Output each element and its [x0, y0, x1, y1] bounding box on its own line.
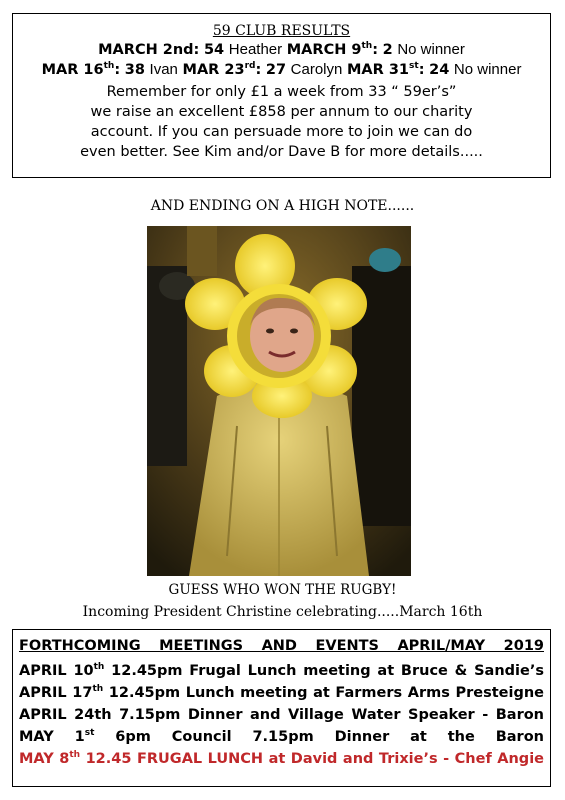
result-number: 38 [124, 62, 145, 78]
event-item: APRIL 10th 12.45pm Frugal Lunch meeting at Bruce & Sandie’s [19, 662, 544, 679]
result-date: MARCH 2nd: [98, 42, 200, 58]
results-line-2 [13, 60, 550, 80]
result-date: MAR 16th: [41, 61, 121, 78]
events-box [12, 629, 551, 787]
result-number: 54 [203, 42, 225, 58]
result-number: 24 [429, 62, 450, 78]
event-item-highlighted: MAY 8th 12.45 FRUGAL LUNCH at David and Trixie’s - Chef Angie [19, 750, 544, 767]
events-heading: FORTHCOMING MEETINGS AND EVENTS APRIL/MAY 2019 [19, 638, 544, 654]
result-winner: Ivan [149, 61, 178, 78]
event-item: APRIL 17th 12.45pm Lunch meeting at Farmers Arms Presteigne [19, 684, 544, 701]
high-note-heading: AND ENDING ON A HIGH NOTE...... [150, 198, 415, 214]
paragraph-line: we raise an excellent £858 per annum to our charity [90, 104, 473, 120]
photo-caption-title: GUESS WHO WON THE RUGBY! [168, 582, 397, 598]
event-item: MAY 1st 6pm Council 7.15pm Dinner at the Baron [19, 728, 544, 745]
result-date: MAR 31st: [346, 61, 425, 78]
result-date: MARCH 9th: [286, 41, 379, 58]
paragraph-line: account. If you can persuade more to join we can do [90, 124, 473, 140]
results-title: 59 CLUB RESULTS [212, 23, 351, 39]
photo-caption-subtitle: Incoming President Christine celebrating.....March 16th [82, 604, 483, 620]
result-winner: No winner [453, 61, 522, 78]
paragraph-line: even better. See Kim and/or Dave B for more details..... [80, 144, 483, 160]
daffodil-costume-photo [147, 226, 411, 576]
result-winner: Heather [228, 41, 283, 58]
result-number: 27 [265, 62, 287, 78]
result-date: MAR 23rd: [182, 61, 262, 78]
results-paragraph [13, 82, 550, 162]
result-winner: No winner [397, 41, 465, 58]
result-winner: Carolyn [290, 61, 343, 78]
event-item: APRIL 24th 7.15pm Dinner and Village Water Speaker - Baron [19, 707, 545, 723]
paragraph-line: Remember for only £1 a week from 33 “ 59er’s” [106, 84, 457, 100]
results-line-1 [13, 40, 550, 60]
club-results-box [12, 13, 551, 178]
result-number: 2 [382, 42, 393, 58]
